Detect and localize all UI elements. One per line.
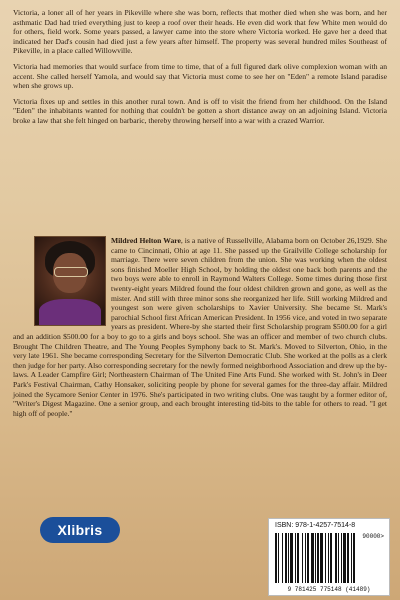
price-code: 90000>: [362, 533, 384, 540]
synopsis-paragraph-2: Victoria had memories that would surface from time to time, that of a full figured dark olive complexion woman with an accent. She called herself Yamola, and would say that Victoria must come to see her on "Eden" a remote Island paradise when she grows up.: [13, 61, 387, 91]
author-name: Mildred Helton Ware: [111, 236, 181, 245]
barcode-bars: [275, 533, 383, 583]
synopsis-paragraph-3: Victoria fixes up and settles in this another rural town. And is off to visit the friend from her childhood. On the Island "Eden" the inhabitants wanted for nothing that couldn't be gotten a short distance away on an adjoining Island. Victoria broke a law that she felt hinged on barbaric, thereby throwing herself into a war with a crazed Warrior.: [13, 96, 387, 125]
publisher-logo: Xlibris: [40, 517, 120, 543]
synopsis-paragraph-1: Victoria, a loner all of her years in Pikeville where she was born, reflects that mother died when she was born, and her asthmatic Dad had tried everything just to keep a roof over their heads. He even did work that few White men would do for others, field work. Some years passed, a lawyer came into the store where Victoria worked. He gave her a deed that indicated her Dad's cousin had died just a few years after himself. The property was several hundred miles Southeast of Pikeville, in a place called Willowville.: [13, 8, 387, 56]
isbn-barcode: [268, 518, 390, 596]
isbn-label: ISBN: 978-1-4257-7514-8: [275, 522, 356, 529]
synopsis: [13, 8, 387, 132]
author-bio-text: , is a native of Russellville, Alabama born on October 26,1929. She came to Cincinnati, Ohio at age 11. She passed up the Grailville College scholarship for marriage. There were seven children from the union. She was working when the oldest sons finished Moeller High School, by holding the oldest one back both parents and the two boys were able to enroll in Raymond Walters College. Some times during those first twenty-eight years Mildred found the four oldest children grown and gone, as well as the mister. And still with three minor sons she reorganized her life. Still working Mildred and youngest son were given scholarships to Xavier University. She became St. Mark's parochial School first African American President. In 1956 vice, and voted in two separate years as president. Where-by she started their first Scholarship program $500.00 for a girl and an addition $500.00 for a boy to go to a girls and boys school. She was an officer and member of two church clubs. Brought The Children Theatre, and The Young Peoples Symphony back to St. Mark's. Moved to Silverton, Ohio, in the very late 1961. She became corresponding Secretary for the Silverton Democratic Club. She worked at the polls as a clerk then judge for her party. Also corresponding secretary for the newly formed neighborhood Association and drew up the by-laws. A Leader Campfire Girl; Northeastern Chairman of The United Fine Arts Fund. She worked with St. John's in Deer Park's Festival Chairman, Cathy Honsaker, soliciting people by phone for several games for the three-day affair. Mildred joined the Sycamore Senior Center in 1976. She's participated in two writing clubs. One was taught by a former editor of, "Writer's Digest Magazine. One a senior group, and each brought interesting tid-bits to the table for others to read. "I get high off of people.": [13, 236, 387, 418]
author-photo: [34, 236, 106, 326]
barcode-digits: 9 781425 775148 (41489): [287, 586, 371, 593]
